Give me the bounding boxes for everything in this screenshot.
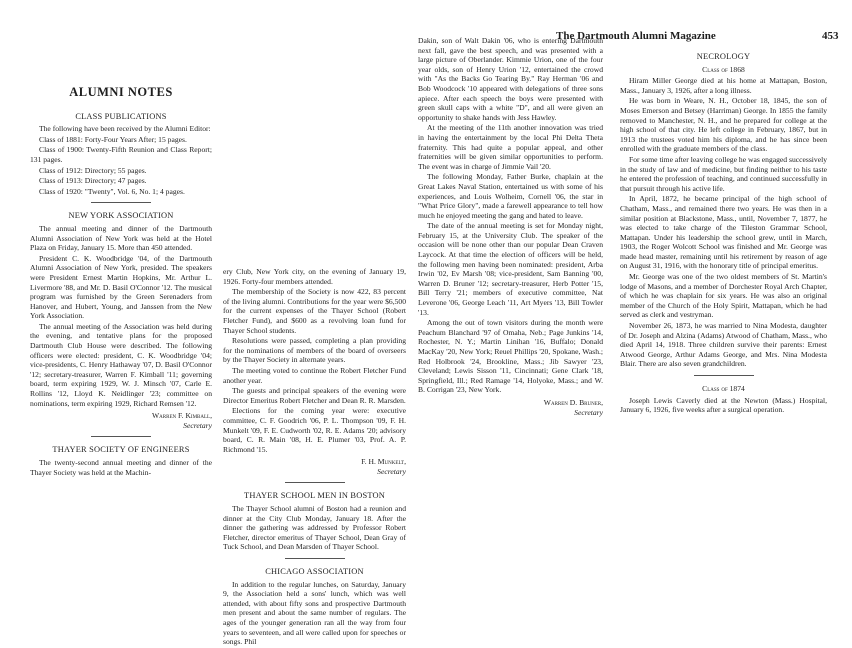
paragraph: Elections for the coming year were: executive committee, C. F. Goodrich '06, P. L. Thompson '09, F. H. Munkelt '09, F. E. Cudworth '02, R. E. Adams '20; advisory board, C. R. Main '08, H. E. Plumer '03, Prof. A. P. Richmond '15. [223, 406, 406, 454]
paragraph: Resolutions were passed, completing a plan providing for the nominations of members of the board of overseers by the Thayer Society in alternate years. [223, 336, 406, 365]
paragraph: The twenty-second annual meeting and dinner of the Thayer Society was held at the Machin- [30, 458, 212, 477]
thayer-society-heading: THAYER SOCIETY OF ENGINEERS [52, 445, 190, 455]
column-3 [418, 36, 603, 417]
section-divider [285, 558, 345, 559]
chicago-association-heading: CHICAGO ASSOCIATION [265, 567, 364, 577]
magazine-title: The Dartmouth Alumni Magazine [556, 30, 716, 42]
paragraph: He was born in Weare, N. H., October 18, 1845, the son of Moses Emerson and Betsey (Harriman) George. In 1855 the family removed to Manchester, N. H., and he prepared for college at the high school of that city. He left college in February, 1867, but in 1913 the trustees voted him his diploma, and he has since been enrolled with the graduate members of the class. [620, 96, 827, 154]
paragraph: The meeting voted to continue the Robert Fletcher Fund another year. [223, 365, 406, 385]
paragraph: Hiram Miller George died at his home at Mattapan, Boston, Mass., January 3, 1926, after a long illness. [620, 76, 827, 95]
paragraph: The following Monday, Father Burke, chaplain at the Great Lakes Naval Station, entertained us with some of his experiences, and Louis Wolheim, Cornell '06, the star in "What Price Glory", made a farewell appearance to tell how much he enjoyed meeting the gang and hated to leave. [418, 172, 603, 220]
signature-name: Warren D. Bruner, [543, 397, 603, 407]
page-number: 453 [822, 30, 839, 42]
paragraph: Mr. George was one of the two oldest members of St. Martin's lodge of Masons, and a member of Dorchester Royal Arch Chapter, of which he was chaplain for six years. He was also an original member of the Church of the Holy Spirit, Mattapan, which he had served as clerk and vestryman. [620, 272, 827, 320]
paragraph: The guests and principal speakers of the evening were Director Emeritus Robert Fletcher and Dean R. R. Marsden. [223, 386, 406, 405]
signature-role: Secretary [377, 466, 406, 476]
new-york-association-heading: NEW YORK ASSOCIATION [68, 211, 174, 221]
paragraph: At the meeting of the 11th another innovation was tried in having the entertainment by the local Phi Delta Theta fraternity. This had quite a popular appeal, and other fraternities will be given similar opportunities to perform. The event was in charge of Jimmie Vail '20. [418, 123, 603, 171]
paragraph: The annual meeting of the Association was held during the evening, and tentative plans for the proposed Dartmouth Club House were described. The following officers were elected: president, C. K. Woodbridge '04; vice-presidents, C. Henry Hathaway '07, D. Basil O'Connor '12; secretary-treasurer, Warren F. Kimball '11; governing board, term expiring 1929, W. J. Minsch '07, Carle E. Rollins '12, Lloyd K. Neidlinger '23; committee on nominations, term expiring 1929, Richard Remsen '12. [30, 321, 212, 408]
column-1 [30, 85, 212, 478]
paragraph: President C. K. Woodbridge '04, of the Dartmouth Alumni Association of New York, presided. The speakers were President Ernest Martin Hopkins, Mr. Arthur L. Livermore '88, and Mr. D. Basil O'Connor '12. The musical program was furnished by the Green Serenaders from Hanover, and Hubert, Young, and Janssen from the New York Association. [30, 253, 212, 321]
section-divider [285, 482, 345, 483]
publication-item: Class of 1920: "Twenty", Vol. 6, No. 1; 4 pages. [39, 186, 185, 196]
column-4 [620, 52, 827, 416]
column-2-text [223, 267, 406, 648]
class-publications-intro: The following have been received by the Alumni Editor: [39, 124, 211, 134]
signature-role: Secretary [183, 420, 212, 430]
paragraph: In April, 1872, he became principal of the high school of Chatham, Mass., and remained there two years. He was then in a similar position at Blackstone, Mass., until, November 7, 1877, he was elected to take charge of the Tileston Grammar School, Mattapan. Under his leadership the school grew, until in March, 1903, the Roger Wolcott School was finished and Mr. George was made head master, remaining until his retirement by reason of age on August 31, 1916, with the honorary title of principal emeritus. [620, 194, 827, 271]
class-publications-heading: CLASS PUBLICATIONS [75, 111, 167, 121]
signature-name: F. H. Munkelt, [361, 457, 406, 467]
paragraph: ery Club, New York city, on the evening of January 19, 1926. Forty-four members attended. [223, 267, 406, 286]
paragraph: The date of the annual meeting is set for Monday night, February 15, at the University Club. The speaker of the occasion will be none other than our popular Dean Craven Laycock. At that time the election of officers will be held, the following men having been nominated: president, Arba Irwin '02, Ev Marsh '08; vice-president, Sam Banning '00, Warren D. Bruner '12; secretary-treasurer, Herb Potter '15, Bill Terry '21; members of executive committee, Nat Leverone '06, George Leach '11, Art Myers '13, Bill Towler '13. [418, 221, 603, 317]
paragraph: The membership of the Society is now 422, 83 percent of the living alumni. Contributions for the year were $6,500 for the current expenses of the Thayer School (Robert Fletcher Fund), and $600 as a revolving loan fund for Thayer School students. [223, 287, 406, 335]
paragraph: November 26, 1873, he was married to Nina Modesta, daughter of Dr. Joseph and Alzina (Adams) Atwood of Chatham, Mass., who died April 14, 1918. Three children survive their parents: Ernest Atwood George, Arthur Adams George, and Mrs. Nina Modesta Blair. There are also seven grandchildren. [620, 321, 827, 369]
paragraph: For some time after leaving college he was engaged successively in the study of law and of medicine, but finding neither to his taste he entered the profession of teaching, and continued successfully in that pursuit through his active life. [620, 154, 827, 193]
paragraph: The Thayer School alumni of Boston had a reunion and dinner at the City Club Monday, January 18. After the dinner the gathering was addressed by Professor Robert Fletcher, director emeritus of Thayer School, Dean Gray of Tuck School, and Dean Marsden of Thayer School. [223, 504, 406, 552]
paragraph: Among the out of town visitors during the month were Peachum Blanchard '97 of Omaha, Neb.; Page Junkins '14, Rochester, N. Y.; Martin Linihan '16, Buffalo; Donald MacKay '20, New York; Reuel Phillips '20, Spokane, Wash.; Red Holbrook '24, Brookline, Mass.; Jib Sawyer '23, Cleveland; Lewis Sisson '11, Cincinnati; Gene Clark '18, Springfield, Ill.; Red Ramage '14, Holyoke, Mass.; and W. B. Corrigan '23, New York. [418, 318, 603, 395]
publication-item: Class of 1900: Twenty-Fifth Reunion and Class Report; 131 pages. [30, 145, 212, 164]
section-divider [91, 436, 151, 437]
class-1868-heading: Class of 1868 [702, 64, 745, 74]
signature-role: Secretary [574, 407, 603, 417]
publication-item: Class of 1881: Forty-Four Years After; 15 pages. [39, 134, 187, 144]
paragraph: The annual meeting and dinner of the Dartmouth Alumni Association of New York was held at the Hotel Plaza on Friday, January 15. More than 450 attended. [30, 223, 212, 253]
alumni-notes-title: ALUMNI NOTES [69, 85, 173, 99]
paragraph: In addition to the regular lunches, on Saturday, January 9, the Association held a sons' lunch, which was well attended, with about fifty sons and prospective Dartmouth men present and about the same number of regulars. The ages of the younger generation ran all the way from four years to seventeen, and all were called upon for speeches or songs. Phil [223, 579, 406, 647]
publication-item: Class of 1913: Directory; 47 pages. [39, 176, 147, 186]
publication-item: Class of 1912: Directory; 55 pages. [39, 165, 147, 175]
class-1874-heading: Class of 1874 [702, 384, 745, 393]
necrology-heading: NECROLOGY [696, 52, 751, 61]
signature-name: Warren F. Kimball, [152, 411, 212, 421]
paragraph: Joseph Lewis Caverly died at the Newton (Mass.) Hospital, January 6, 1926, five weeks after a surgical operation. [620, 395, 827, 415]
paragraph: Dakin, son of Walt Dakin '06, who is entering Dartmouth next fall, gave the best speech, and was presented with a large picture of Oberlander. Kimmie Urion, one of the four year olds, son of Henry Urion '12, entertained the crowd with "As the Backs Go Tearing By." Ray Herman '06 and Bob Woodcock '10 appeared with delegations of three sons apiece. After each speech the boys were presented with green skull caps with a white "D", and all were given an opportunity to shake hands with Jess Hawley. [418, 36, 603, 122]
boston-heading: THAYER SCHOOL MEN IN BOSTON [244, 491, 385, 501]
section-divider [91, 202, 151, 203]
section-divider [694, 375, 754, 376]
